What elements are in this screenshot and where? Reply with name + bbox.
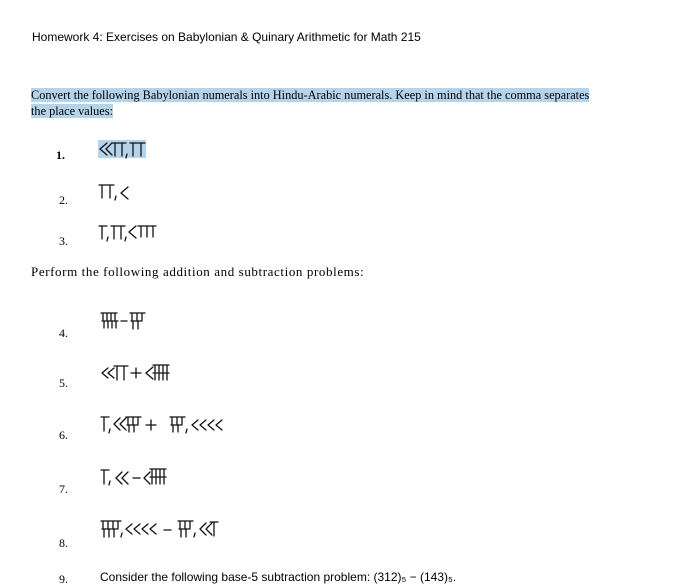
babylonian-numeral-1: [98, 140, 148, 160]
convert-instructions: [31, 87, 661, 119]
instruction-line-1: Convert the following Babylonian numerals into Hindu-Arabic numerals. Keep in mind that the comma separates: [31, 88, 590, 102]
problem-number-2: 2.: [59, 193, 68, 207]
problem-9-text: Consider the following base-5 subtraction problem: (312)₅ − (143)₅.: [100, 570, 457, 584]
problem-number-4: 4.: [59, 326, 68, 340]
problem-number-3: 3.: [59, 234, 68, 248]
babylonian-numeral-6: [100, 414, 235, 436]
babylonian-numeral-8: [100, 518, 240, 540]
babylonian-numeral-7: [100, 466, 185, 488]
instruction-line-2: the place values:: [31, 104, 113, 118]
problem-number-9: 9.: [59, 572, 68, 586]
problem-number-8: 8.: [59, 536, 68, 550]
babylonian-numeral-2: [98, 182, 134, 202]
page-title: Homework 4: Exercises on Babylonian & Quinary Arithmetic for Math 215: [32, 30, 421, 44]
babylonian-numeral-4: [100, 310, 148, 332]
perform-instructions: Perform the following addition and subtraction problems:: [31, 264, 365, 279]
babylonian-numeral-3: [98, 223, 158, 243]
problem-number-1: 1.: [56, 148, 65, 162]
problem-number-6: 6.: [59, 428, 68, 442]
problem-number-7: 7.: [59, 482, 68, 496]
babylonian-numeral-5: [100, 362, 190, 384]
problem-number-5: 5.: [59, 376, 68, 390]
